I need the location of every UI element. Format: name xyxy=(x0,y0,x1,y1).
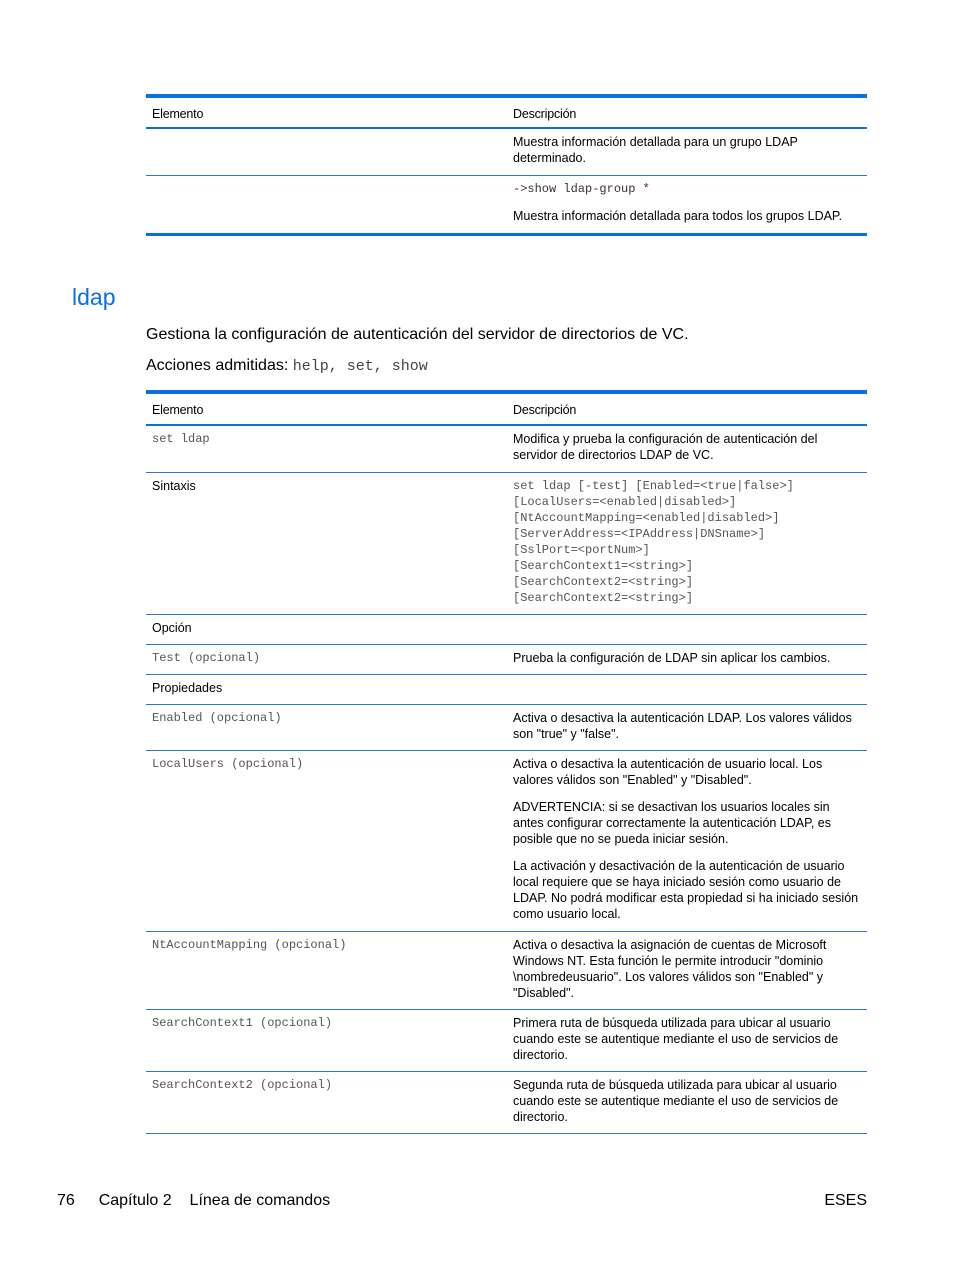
table-ldap xyxy=(146,390,867,1134)
cell-element: Enabled (opcional) xyxy=(152,711,282,725)
footer-chapter-title: Línea de comandos xyxy=(189,1192,331,1209)
footer-chapter: Capítulo 2 xyxy=(98,1192,172,1209)
section-intro: Gestiona la configuración de autenticación del servidor de directorios de VC. xyxy=(146,326,689,343)
warning-paragraph xyxy=(513,799,861,847)
cell-description: Activa o desactiva la asignación de cuentas de Microsoft Windows NT. Esta función le permite introducir "dominio \nombredeusuario". Los valores válidos son "Enabled" y "Disabled". xyxy=(513,938,827,1000)
table-row xyxy=(146,615,867,645)
cell-description: Activa o desactiva la autenticación LDAP. Los valores válidos son "true" y "false". xyxy=(513,711,852,741)
cell-description: Muestra información detallada para un grupo LDAP determinado. xyxy=(513,135,798,165)
syntax-block xyxy=(507,473,867,614)
syntax-line: [ServerAddress=<IPAddress|DNSname>] xyxy=(513,527,766,541)
cell-element: SearchContext2 (opcional) xyxy=(152,1078,333,1092)
paragraph: La activación y desactivación de la autenticación de usuario local requiere que se haya iniciado sesión como usuario de LDAP. No podrá modificar esta propiedad si ha iniciado sesión como usuario local. xyxy=(513,859,859,921)
table-row xyxy=(146,675,867,705)
table-row xyxy=(146,426,867,473)
syntax-line: set ldap [-test] [Enabled=<true|false>] xyxy=(513,479,794,493)
header-descripcion: Descripción xyxy=(513,403,577,417)
cell-element: Propiedades xyxy=(152,681,223,695)
syntax-line: [LocalUsers=<enabled|disabled>] xyxy=(513,495,737,509)
cell-element: Test (opcional) xyxy=(152,651,261,665)
actions-values: help, set, show xyxy=(292,358,428,375)
syntax-line: [NtAccountMapping=<enabled|disabled>] xyxy=(513,511,780,525)
cell-description xyxy=(507,751,867,931)
table-row xyxy=(146,645,867,675)
syntax-line: [SslPort=<portNum>] xyxy=(513,543,650,557)
code-show-ldap-group: ->show ldap-group * xyxy=(513,182,650,196)
section-title: ldap xyxy=(72,284,116,310)
paragraph: Activa o desactiva la autenticación de usuario local. Los valores válidos son "Enabled" y "Disabled". xyxy=(513,757,823,787)
table-row xyxy=(146,932,867,1010)
table-row xyxy=(146,705,867,751)
cell-description: Prueba la configuración de LDAP sin aplicar los cambios. xyxy=(513,651,831,665)
cell-element: Sintaxis xyxy=(152,479,196,493)
syntax-line: [SearchContext1=<string>] xyxy=(513,559,694,573)
table-row xyxy=(146,176,867,233)
actions-label: Acciones admitidas xyxy=(146,357,284,374)
cell-description xyxy=(507,675,867,704)
table-row xyxy=(146,473,867,615)
header-descripcion: Descripción xyxy=(513,107,577,121)
warning-text: : si se desactivan los usuarios locales sin antes configurar correctamente la autenticación LDAP, es posible que no se pueda iniciar sesión. xyxy=(513,800,832,846)
cell-description: Modifica y prueba la configuración de autenticación del servidor de directorios LDAP de VC. xyxy=(513,432,818,462)
footer-left xyxy=(57,1192,330,1210)
header-elemento: Elemento xyxy=(152,107,204,121)
cell-element: NtAccountMapping (opcional) xyxy=(152,938,347,952)
warning-label: ADVERTENCIA xyxy=(513,800,602,814)
syntax-line: [SearchContext2=<string>] xyxy=(513,575,694,589)
cell-description xyxy=(507,176,867,233)
cell-element xyxy=(146,176,507,233)
cell-element: Opción xyxy=(152,621,192,635)
cell-description: Segunda ruta de búsqueda utilizada para ubicar al usuario cuando este se autentique mediante el uso de servicios de directorio. xyxy=(513,1078,839,1124)
table-ldap-group-continued xyxy=(146,94,867,236)
table-row xyxy=(146,751,867,932)
table-row xyxy=(146,1010,867,1072)
table-row xyxy=(146,1072,867,1134)
header-elemento: Elemento xyxy=(152,403,204,417)
table-row xyxy=(146,129,867,176)
cell-text: Muestra información detallada para todos los grupos LDAP. xyxy=(513,209,843,223)
page-number: 76 xyxy=(57,1192,75,1209)
table-header xyxy=(146,394,867,426)
cell-element: LocalUsers (opcional) xyxy=(152,757,304,771)
cell-description: Primera ruta de búsqueda utilizada para ubicar al usuario cuando este se autentique mediante el uso de servicios de directorio. xyxy=(513,1016,839,1062)
syntax-line: [SearchContext2=<string>] xyxy=(513,591,694,605)
footer-right: ESES xyxy=(824,1192,867,1209)
cell-element: SearchContext1 (opcional) xyxy=(152,1016,333,1030)
actions-separator: : xyxy=(283,357,293,374)
cell-element: set ldap xyxy=(152,432,210,446)
cell-description xyxy=(507,615,867,644)
supported-actions xyxy=(146,357,428,375)
cell-element xyxy=(146,129,507,175)
table-header xyxy=(146,98,867,129)
